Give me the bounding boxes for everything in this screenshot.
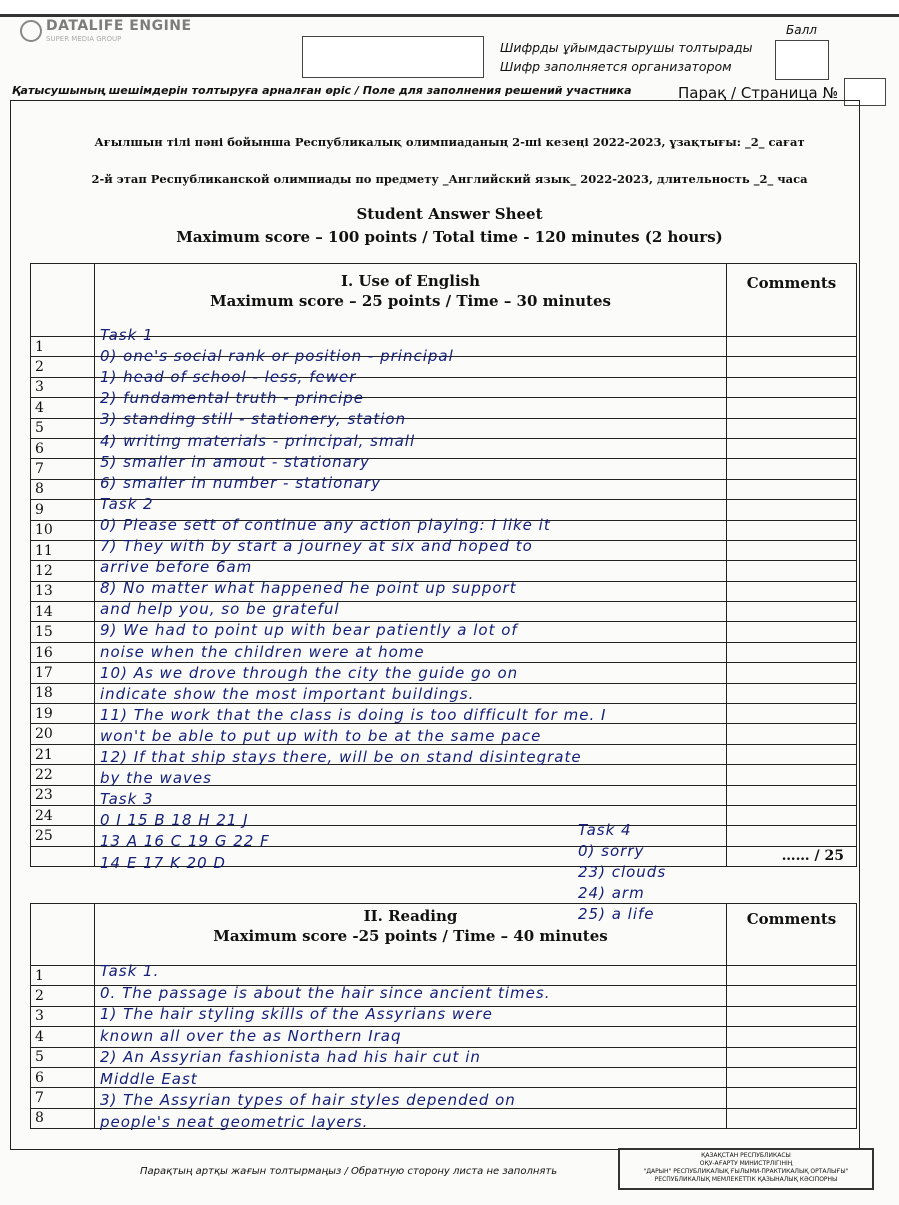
handwritten-answer: 12) If that ship stays there, will be on stand disintegrate: [100, 748, 582, 766]
row-number: 21: [31, 744, 95, 764]
section2-comments-header: Comments: [727, 904, 857, 966]
table-row: [31, 785, 857, 805]
olympiad-line-kz: Ағылшын тілі пәні бойынша Республикалық олимпиаданың 2-ші кезеңі 2022-2023, ұзақтығы: _2_ сағат: [94, 135, 805, 149]
handwritten-answer: arrive before 6am: [100, 558, 253, 577]
comment-cell: [727, 398, 857, 418]
row-number: 12: [31, 561, 95, 581]
handwritten-answer: 1) head of school - less, fewer: [100, 368, 357, 387]
handwritten-answer: Task 1.: [100, 962, 160, 980]
watermark-logo: [22, 18, 192, 43]
row-number: 2: [31, 357, 95, 377]
row-number: 13: [31, 581, 95, 601]
row-number: 1: [31, 337, 95, 357]
handwritten-answer: 10) As we drove through the city the guide go on: [100, 663, 519, 682]
olympiad-line-ru: 2-й этап Республиканской олимпиады по предмету _Английский язык_ 2022-2023, длительность _2_ часа: [91, 172, 808, 186]
row-number: 6: [31, 438, 95, 458]
stamp-line: РЕСПУБЛИКАЛЫҚ МЕМЛЕКЕТТІК ҚАЗЫНАЛЫҚ КӘСІПОРНЫ: [654, 1176, 838, 1183]
row-number: 20: [31, 724, 95, 744]
comment-cell: [727, 1027, 857, 1047]
section1-score: …… / 25: [727, 846, 857, 866]
row-number: 22: [31, 765, 95, 785]
comment-cell: [727, 1047, 857, 1067]
row-number: 19: [31, 704, 95, 724]
comment-cell: [727, 1067, 857, 1087]
comment-cell: [727, 459, 857, 479]
comment-cell: [727, 826, 857, 846]
row-number: 15: [31, 622, 95, 642]
sheet-subtitle: Maximum score – 100 points / Total time - 120 minutes (2 hours): [176, 228, 723, 246]
handwritten-answer: known all over the as Northern Iraq: [100, 1026, 402, 1045]
stamp-line: ҚАЗАҚСТАН РЕСПУБЛИКАСЫ: [701, 1152, 791, 1159]
row-number: 2: [31, 986, 95, 1006]
answer-cell: [95, 785, 727, 805]
score-label: Балл: [786, 23, 817, 37]
comment-cell: [727, 1108, 857, 1128]
handwritten-answer: 0) one's social rank or position - principal: [100, 347, 454, 366]
comment-cell: [727, 438, 857, 458]
handwritten-answer: 11) The work that the class is doing is too difficult for me. I: [100, 705, 607, 724]
comment-cell: [727, 337, 857, 357]
section2-title: II. Reading: [363, 907, 458, 925]
comment-cell: [727, 561, 857, 581]
handwritten-answer: Task 3: [100, 790, 154, 809]
row-number: 23: [31, 785, 95, 805]
row-number: 5: [31, 1047, 95, 1067]
handwritten-answer: 13 A 16 C 19 G 22 F: [100, 832, 270, 851]
handwritten-answer: people's neat geometric layers.: [100, 1112, 369, 1131]
section1-subtitle: Maximum score – 25 points / Time – 30 minutes: [210, 292, 611, 310]
row-number: 7: [31, 459, 95, 479]
handwritten-answer: Task 1: [100, 326, 154, 344]
comment-cell: [727, 581, 857, 601]
comment-cell: [727, 704, 857, 724]
handwritten-answer: 6) smaller in number - stationary: [100, 473, 382, 492]
comment-cell: [727, 724, 857, 744]
logo-subtitle: SUPER MEDIA GROUP: [46, 35, 122, 43]
handwritten-answer: 2) fundamental truth - principe: [100, 389, 364, 408]
sheet-title: Student Answer Sheet: [356, 205, 543, 223]
handwritten-answer: 3) The Assyrian types of hair styles depended on: [100, 1091, 516, 1109]
row-number: 7: [31, 1088, 95, 1108]
comment-cell: [727, 663, 857, 683]
row-number: 9: [31, 500, 95, 520]
row-number: 11: [31, 540, 95, 560]
logo-icon: [20, 20, 42, 42]
handwritten-answer: indicate show the most important buildings.: [100, 684, 475, 703]
handwritten-answer: 2) An Assyrian fashionista had his hair cut in: [100, 1048, 481, 1066]
score-box: [775, 40, 829, 80]
handwritten-answer: 14 E 17 K 20 D: [100, 853, 226, 872]
footer-note: Парақтың артқы жағын толтырмаңыз / Обратную сторону листа не заполнять: [140, 1166, 558, 1177]
participant-field-label: Қатысушының шешімдерін толтыруға арналған өріс / Поле для заполнения решений участника: [12, 84, 632, 97]
comment-cell: [727, 520, 857, 540]
handwritten-answer: 9) We had to point up with bear patiently a lot of: [100, 621, 518, 640]
row-number: 3: [31, 377, 95, 397]
logo-title: DATALIFE ENGINE: [46, 18, 192, 34]
handwritten-answer: 0. The passage is about the hair since ancient times.: [100, 983, 551, 1002]
row-number: 8: [31, 479, 95, 499]
handwritten-answer: 3) standing still - stationery, station: [100, 410, 407, 429]
row-number: 8: [31, 1108, 95, 1128]
corner-cell: [31, 264, 95, 337]
handwritten-answer: Middle East: [100, 1069, 198, 1088]
row-number: 17: [31, 663, 95, 683]
comment-cell: [727, 642, 857, 662]
comment-cell: [727, 500, 857, 520]
corner-cell: [31, 904, 95, 966]
organizer-note-kz: Шифрды ұйымдастырушы толтырады: [500, 40, 753, 55]
handwritten-answer: 5) smaller in amout - stationary: [100, 452, 370, 471]
row-number: 4: [31, 398, 95, 418]
comment-cell: [727, 683, 857, 703]
section1-title: I. Use of English: [340, 272, 480, 290]
comment-cell: [727, 540, 857, 560]
comment-cell: [727, 622, 857, 642]
handwritten-answer: 8) No matter what happened he point up support: [100, 579, 517, 598]
handwritten-answer: by the waves: [100, 769, 212, 788]
comment-cell: [727, 966, 857, 986]
handwritten-answer: 0) Please sett of continue any action playing: I like it: [100, 515, 551, 534]
comment-cell: [727, 1006, 857, 1026]
row-number: 4: [31, 1027, 95, 1047]
comment-cell: [727, 805, 857, 825]
handwritten-answer: noise when the children were at home: [100, 642, 425, 661]
row-number: 14: [31, 602, 95, 622]
handwritten-answer: 1) The hair styling skills of the Assyrians were: [100, 1005, 493, 1023]
row-number: 3: [31, 1006, 95, 1026]
stamp-line: "ДАРЫН" РЕСПУБЛИКАЛЫҚ ҒЫЛЫМИ-ПРАКТИКАЛЫҚ ОРТАЛЫҒЫ": [643, 1168, 849, 1175]
comment-cell: [727, 357, 857, 377]
task4-answer: 24) arm: [578, 884, 645, 902]
table-cell: [31, 846, 95, 866]
row-number: 16: [31, 642, 95, 662]
comment-cell: [727, 785, 857, 805]
comment-cell: [727, 377, 857, 397]
row-number: 5: [31, 418, 95, 438]
row-number: 18: [31, 683, 95, 703]
task4-answers: [578, 820, 666, 925]
task4-answer: 23) clouds: [578, 863, 667, 881]
comment-cell: [727, 986, 857, 1006]
section2-subtitle: Maximum score -25 points / Time – 40 minutes: [213, 927, 608, 945]
comment-cell: [727, 744, 857, 764]
organizer-note-ru: Шифр заполняется организатором: [500, 59, 732, 74]
handwritten-answer: 7) They with by start a journey at six and hoped to: [100, 537, 533, 555]
code-box: [302, 36, 484, 78]
handwritten-answer: 4) writing materials - principal, small: [100, 431, 416, 450]
handwritten-answer: and help you, so be grateful: [100, 600, 340, 619]
comment-cell: [727, 418, 857, 438]
task4-answer: Task 4: [578, 821, 632, 839]
comment-cell: [727, 479, 857, 499]
page-number-label: Парақ / Страница №: [678, 84, 839, 102]
handwritten-answer: won't be able to put up with to be at the same pace: [100, 726, 542, 745]
row-number: 6: [31, 1067, 95, 1087]
top-edge: [0, 0, 899, 17]
row-number: 24: [31, 805, 95, 825]
comment-cell: [727, 1088, 857, 1108]
row-number: 10: [31, 520, 95, 540]
stamp-line: ОҚУ-АҒАРТУ МИНИСТРЛІГІНІҢ: [699, 1160, 793, 1167]
comment-cell: [727, 765, 857, 785]
row-number: 25: [31, 826, 95, 846]
official-stamp: [618, 1148, 874, 1190]
handwritten-answer: 0 I 15 B 18 H 21 J: [100, 811, 249, 830]
section1-header: [95, 264, 727, 337]
comment-cell: [727, 602, 857, 622]
row-number: 1: [31, 966, 95, 986]
task4-answer: 0) sorry: [578, 842, 645, 860]
task4-answer: 25) a life: [578, 905, 655, 923]
section1-comments-header: Comments: [727, 264, 857, 337]
handwritten-answer: Task 2: [100, 494, 154, 513]
